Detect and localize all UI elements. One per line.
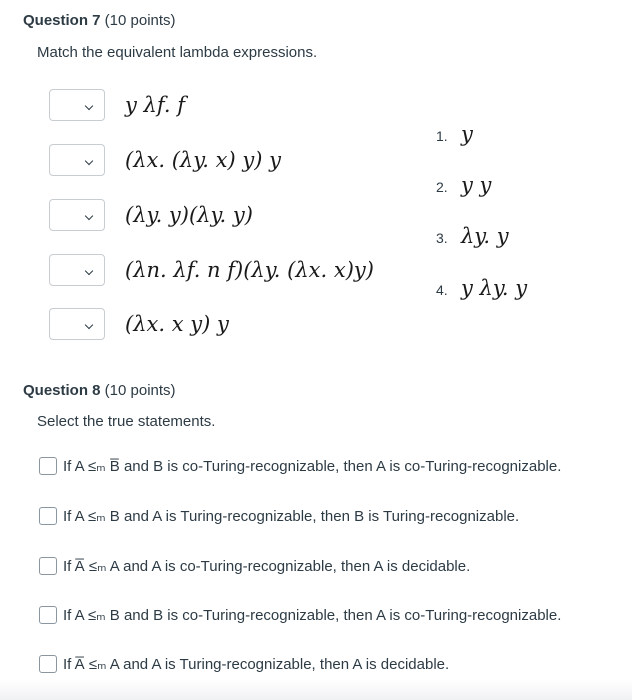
statement-row[interactable] bbox=[39, 606, 561, 624]
statement-text: If A ≤ₘ B̅ and B is co-Turing-recognizable, then A is co-Turing-recognizable. bbox=[63, 458, 562, 475]
question-7-prompt: Match the equivalent lambda expressions. bbox=[37, 44, 318, 61]
match-row bbox=[49, 88, 185, 122]
chevron-down-icon bbox=[85, 212, 93, 220]
match-select[interactable] bbox=[49, 254, 105, 286]
question-7-title: Question 7 bbox=[23, 12, 101, 29]
answer-option bbox=[436, 276, 527, 300]
lambda-expression: (λn. λf. n f)(λy. (λx. x)y) bbox=[125, 258, 374, 282]
match-select[interactable] bbox=[49, 89, 105, 121]
statement-row[interactable] bbox=[39, 457, 561, 475]
answer-option bbox=[436, 173, 491, 197]
lambda-expression: (λx. (λy. x) y) y bbox=[125, 148, 281, 172]
statement-text: If A ≤ₘ B and A is Turing-recognizable, then B is Turing-recognizable. bbox=[63, 508, 520, 525]
statement-row[interactable] bbox=[39, 557, 470, 575]
answer-value: y bbox=[461, 122, 473, 146]
statement-checkbox[interactable] bbox=[39, 507, 57, 525]
question-8-heading bbox=[23, 382, 176, 399]
page-bottom-shadow bbox=[0, 680, 632, 700]
statement-checkbox[interactable] bbox=[39, 606, 57, 624]
answer-option bbox=[436, 122, 473, 146]
chevron-down-icon bbox=[85, 321, 93, 329]
question-8-title: Question 8 bbox=[23, 382, 101, 399]
statement-checkbox[interactable] bbox=[39, 557, 57, 575]
question-7-points: (10 points) bbox=[100, 12, 176, 29]
answer-value: y y bbox=[461, 173, 492, 197]
lambda-expression: (λx. x y) y bbox=[125, 312, 229, 336]
statement-checkbox[interactable] bbox=[39, 655, 57, 673]
answer-number: 3. bbox=[436, 230, 448, 246]
match-row bbox=[49, 198, 253, 232]
answer-option bbox=[436, 224, 509, 248]
match-row bbox=[49, 307, 229, 341]
statement-text: If A ≤ₘ B and B is co-Turing-recognizable, then A is co-Turing-recognizable. bbox=[63, 607, 562, 624]
lambda-expression: y λf. f bbox=[125, 93, 185, 117]
match-row bbox=[49, 253, 374, 287]
answer-number: 4. bbox=[436, 282, 448, 298]
match-row bbox=[49, 143, 281, 177]
chevron-down-icon bbox=[85, 157, 93, 165]
question-8-points: (10 points) bbox=[100, 382, 176, 399]
statement-row[interactable] bbox=[39, 507, 519, 525]
statement-row[interactable] bbox=[39, 655, 449, 673]
question-8-prompt: Select the true statements. bbox=[37, 413, 216, 430]
chevron-down-icon bbox=[85, 102, 93, 110]
statement-text: If A̅ ≤ₘ A and A is Turing-recognizable, then A is decidable. bbox=[63, 656, 450, 673]
statement-text: If A̅ ≤ₘ A and A is co-Turing-recognizable, then A is decidable. bbox=[63, 558, 471, 575]
match-select[interactable] bbox=[49, 199, 105, 231]
answer-value: y λy. y bbox=[461, 276, 528, 300]
match-select[interactable] bbox=[49, 308, 105, 340]
chevron-down-icon bbox=[85, 267, 93, 275]
match-select[interactable] bbox=[49, 144, 105, 176]
answer-number: 2. bbox=[436, 179, 448, 195]
answer-number: 1. bbox=[436, 128, 448, 144]
answer-value: λy. y bbox=[461, 224, 509, 248]
question-7-heading bbox=[23, 12, 176, 29]
statement-checkbox[interactable] bbox=[39, 457, 57, 475]
lambda-expression: (λy. y)(λy. y) bbox=[125, 203, 253, 227]
